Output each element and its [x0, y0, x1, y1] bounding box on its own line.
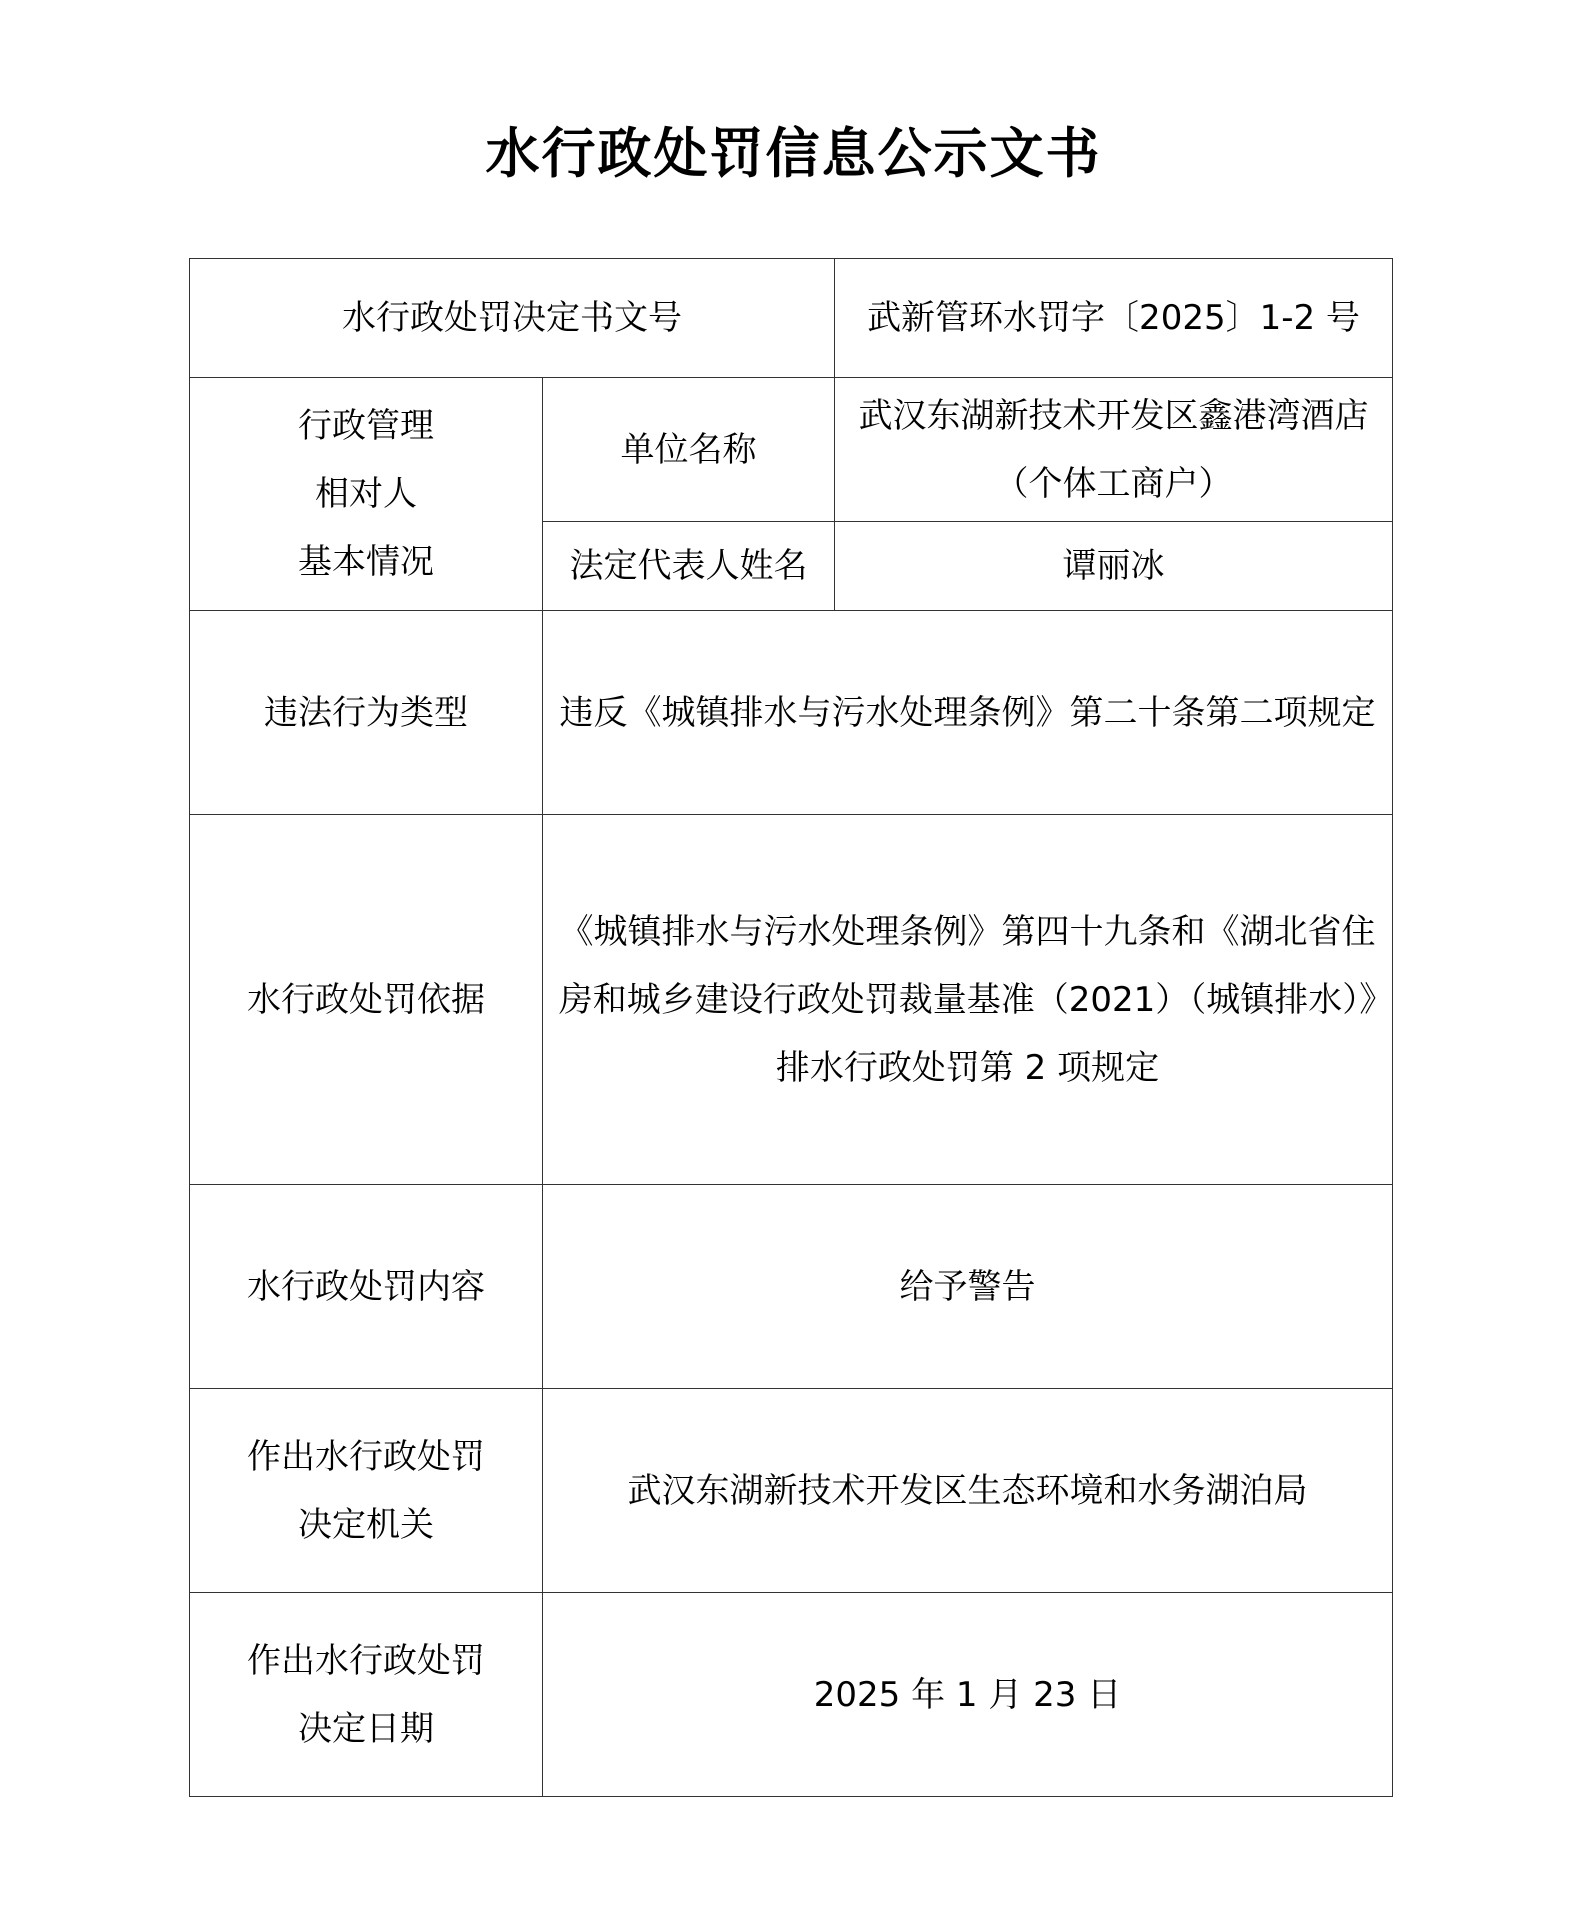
decision-date-value: 2025 年 1 月 23 日 — [543, 1593, 1393, 1797]
unit-name-label: 单位名称 — [543, 378, 835, 522]
penalty-content-value: 给予警告 — [543, 1185, 1393, 1389]
decision-date-label: 作出水行政处罚 决定日期 — [190, 1593, 543, 1797]
party-info-label: 行政管理 相对人 基本情况 — [190, 378, 543, 611]
table-row-unit-name — [190, 378, 1393, 522]
doc-number-value: 武新管环水罚字〔2025〕1-2 号 — [835, 259, 1393, 378]
penalty-basis-label: 水行政处罚依据 — [190, 815, 543, 1185]
table-row-decision-date — [190, 1593, 1393, 1797]
table-row-penalty-basis — [190, 815, 1393, 1185]
document-title: 水行政处罚信息公示文书 — [485, 121, 1102, 185]
table-row-authority — [190, 1389, 1393, 1593]
penalty-content-label: 水行政处罚内容 — [190, 1185, 543, 1389]
penalty-basis-value: 《城镇排水与污水处理条例》第四十九条和《湖北省住房和城乡建设行政处罚裁量基准（2021）（城镇排水）》排水行政处罚第 2 项规定 — [543, 815, 1393, 1185]
violation-type-label: 违法行为类型 — [190, 611, 543, 815]
doc-number-label: 水行政处罚决定书文号 — [190, 259, 835, 378]
penalty-info-table — [189, 258, 1393, 1797]
authority-label: 作出水行政处罚 决定机关 — [190, 1389, 543, 1593]
legal-rep-value: 谭丽冰 — [835, 522, 1393, 611]
table-row-penalty-content — [190, 1185, 1393, 1389]
violation-type-value: 违反《城镇排水与污水处理条例》第二十条第二项规定 — [543, 611, 1393, 815]
unit-name-value: 武汉东湖新技术开发区鑫港湾酒店（个体工商户） — [835, 378, 1393, 522]
legal-rep-label: 法定代表人姓名 — [543, 522, 835, 611]
table-row-violation-type — [190, 611, 1393, 815]
authority-value: 武汉东湖新技术开发区生态环境和水务湖泊局 — [543, 1389, 1393, 1593]
table-row-doc-number — [190, 259, 1393, 378]
